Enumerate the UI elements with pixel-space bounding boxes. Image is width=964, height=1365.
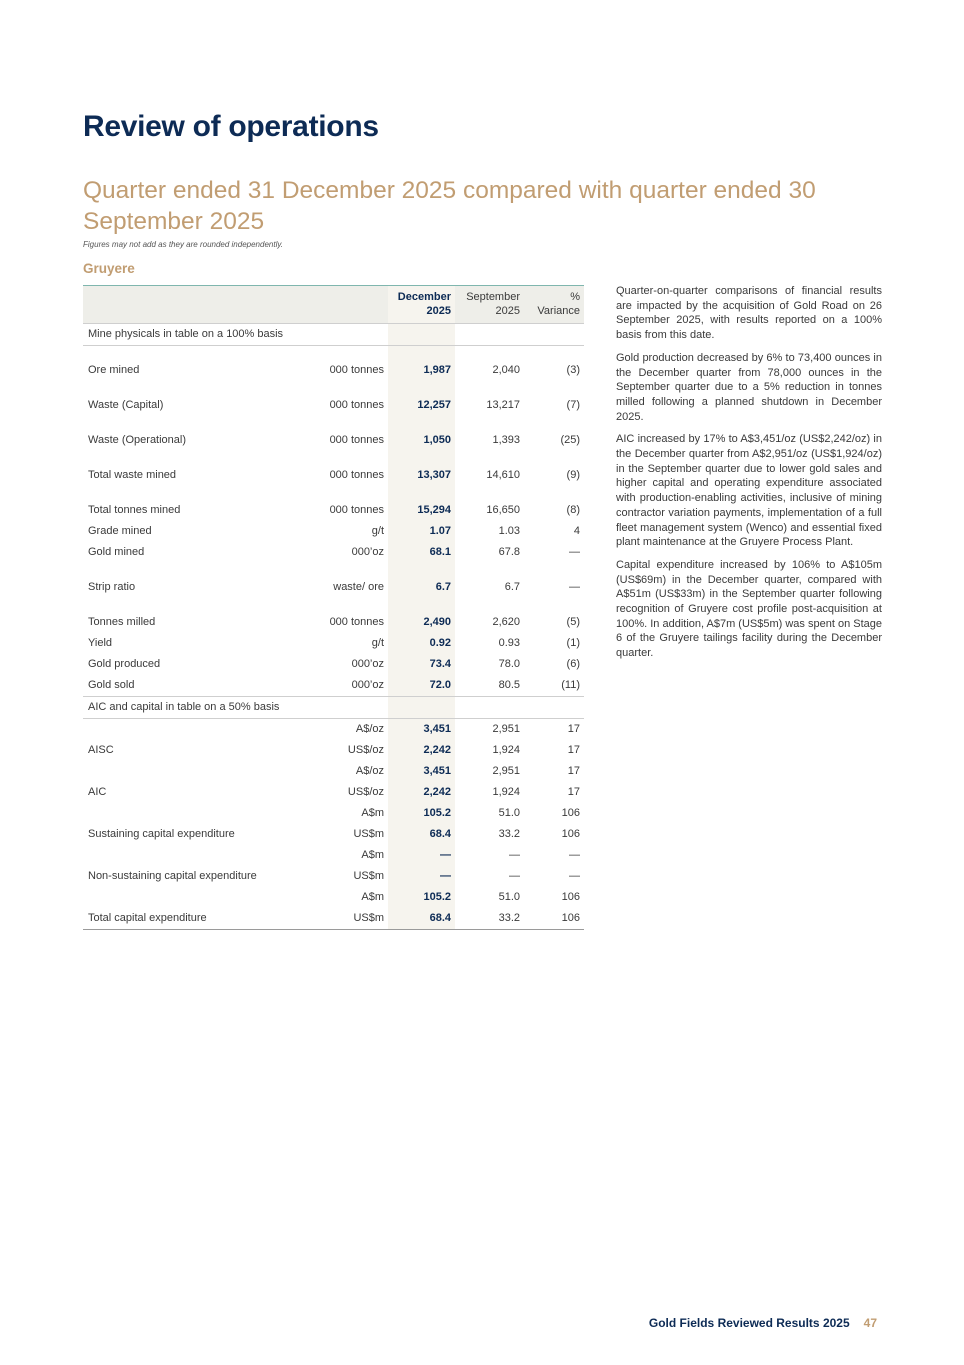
- page-subtitle: Quarter ended 31 December 2025 compared with quarter ended 30 September 2025: [83, 177, 816, 235]
- row-variance: (3): [566, 364, 580, 376]
- table-row: [83, 782, 584, 803]
- commentary-paragraph: Quarter-on-quarter comparisons of financial results are impacted by the acquisition of Gold Road on 26 September 2025, with results reported on a 100% basis from this date.: [616, 285, 882, 342]
- row-december-value: —: [388, 845, 455, 866]
- row-variance: (25): [560, 434, 580, 446]
- commentary: [616, 284, 882, 669]
- table-row: [83, 521, 584, 542]
- row-december-value: 1.07: [388, 521, 455, 542]
- table-row: [83, 824, 584, 845]
- row-label: Waste (Operational): [88, 434, 187, 446]
- header-variance: % Variance: [537, 291, 580, 317]
- row-unit: A$m: [361, 807, 384, 819]
- row-september-value: 78.0: [498, 658, 520, 670]
- row-variance: 106: [524, 908, 584, 930]
- header-september-2025: September 2025: [466, 291, 520, 317]
- row-variance: (6): [566, 658, 580, 670]
- row-label: Yield: [88, 637, 113, 649]
- row-variance: (9): [566, 469, 580, 481]
- row-september-value: 33.2: [498, 828, 520, 840]
- row-label: Grade mined: [88, 525, 152, 537]
- table-row: [83, 761, 584, 782]
- page-footer: [649, 1316, 877, 1330]
- row-label: Total capital expenditure: [83, 908, 322, 930]
- row-unit: US$m: [353, 828, 384, 840]
- row-variance: —: [569, 849, 580, 861]
- row-december-value: 73.4: [388, 654, 455, 675]
- row-december-value: 3,451: [388, 719, 455, 741]
- row-unit: A$m: [361, 849, 384, 861]
- row-variance: —: [569, 581, 580, 593]
- row-label-spacer: [83, 845, 322, 866]
- row-label: Non-sustaining capital expenditure: [88, 870, 257, 882]
- row-variance: 106: [561, 807, 580, 819]
- row-december-value: 1,050: [388, 416, 455, 451]
- row-december-value: 0.92: [388, 633, 455, 654]
- table-row: [83, 381, 584, 416]
- row-unit: US$m: [322, 908, 388, 930]
- row-variance: (1): [566, 637, 580, 649]
- row-variance: 17: [524, 719, 584, 741]
- table-row: [83, 719, 584, 741]
- row-september-value: 1,924: [492, 786, 520, 798]
- row-unit: 000’oz: [351, 546, 384, 558]
- row-variance: 4: [573, 525, 580, 537]
- row-label: Total tonnes mined: [88, 504, 181, 516]
- commentary-paragraph: Capital expenditure increased by 106% to A$105m (US$69m) in the December quarter, compared with A$51m (US$33m) in the September quarter following recognition of Gruyere cost profile post-acquisition at 100%. In addition, A$7m (US$5m) was spent on Stage 6 of the Gruyere tailings facility during the December quarter.: [616, 558, 882, 660]
- row-september-value: 2,951: [455, 719, 524, 741]
- section-heading: Gruyere: [83, 261, 135, 276]
- row-label: Ore mined: [88, 364, 140, 376]
- table-row: [83, 740, 584, 761]
- section-spacer: [524, 697, 584, 719]
- row-december-value: 105.2: [388, 803, 455, 824]
- row-label: Gold mined: [88, 546, 145, 558]
- table-row: [83, 803, 584, 824]
- row-label: Waste (Capital): [88, 399, 164, 411]
- row-december-value: 6.7: [388, 563, 455, 598]
- row-label-spacer: [83, 761, 322, 782]
- row-unit: 000 tonnes: [329, 469, 384, 481]
- row-december-value: 13,307: [388, 451, 455, 486]
- row-december-value: 68.4: [388, 908, 455, 930]
- table-row: [83, 633, 584, 654]
- row-september-value: 14,610: [486, 469, 520, 481]
- row-september-value: —: [509, 849, 520, 861]
- section-label: AIC and capital in table on a 50% basis: [83, 697, 388, 719]
- row-unit: waste/ ore: [333, 581, 384, 593]
- row-september-value: 1,924: [492, 744, 520, 756]
- row-december-value: 15,294: [388, 486, 455, 521]
- row-variance: 106: [561, 891, 580, 903]
- commentary-paragraph: AIC increased by 17% to A$3,451/oz (US$2,242/oz) in the December quarter from A$2,951/oz (US$1,924/oz) in the September quarter due to lower gold sales and higher capital and operating expenditure associated with production-enabling activities, inclusive of mining contractor variation payments, implementation of a full fleet management system (Wenco) and essential fixed plant maintenance at the Gruyere Process Plant.: [616, 433, 882, 549]
- row-december-value: 68.1: [388, 542, 455, 563]
- row-unit: A$/oz: [355, 765, 384, 777]
- row-label: Strip ratio: [88, 581, 136, 593]
- row-september-value: 51.0: [498, 891, 520, 903]
- row-december-value: 2,490: [388, 598, 455, 633]
- row-unit: 000 tonnes: [329, 399, 384, 411]
- row-label: Gold sold: [88, 679, 135, 691]
- row-unit: US$/oz: [347, 744, 384, 756]
- row-label: AIC: [88, 786, 107, 798]
- commentary-paragraph: Gold production decreased by 6% to 73,400 ounces in the December quarter from 78,000 ounces in the September quarter due to a 5% reduction in tonnes milled following a planned shutdown in December 2025.: [616, 351, 882, 423]
- table-row: [83, 845, 584, 866]
- row-september-value: 2,620: [492, 616, 520, 628]
- row-unit: 000 tonnes: [329, 504, 384, 516]
- row-variance: (8): [566, 504, 580, 516]
- row-label: AISC: [88, 744, 114, 756]
- table-row: [83, 542, 584, 563]
- row-september-value: 2,040: [492, 364, 520, 376]
- row-december-value: 105.2: [388, 887, 455, 908]
- row-unit: g/t: [371, 525, 384, 537]
- operations-table: [83, 285, 584, 930]
- page-title: Review of operations: [83, 110, 379, 143]
- row-unit: 000 tonnes: [329, 364, 384, 376]
- table-row: [83, 598, 584, 633]
- row-label: Total waste mined: [88, 469, 177, 481]
- row-september-value: 6.7: [504, 581, 520, 593]
- row-september-value: 16,650: [486, 504, 520, 516]
- row-september-value: 1.03: [498, 525, 520, 537]
- row-december-value: 3,451: [388, 761, 455, 782]
- row-unit: 000’oz: [351, 679, 384, 691]
- section-spacer: [524, 324, 584, 346]
- row-label-spacer: [83, 803, 322, 824]
- row-variance: 17: [567, 744, 580, 756]
- rounding-note: Figures may not add as they are rounded independently.: [83, 240, 283, 249]
- row-september-value: 13,217: [486, 399, 520, 411]
- row-variance: (11): [561, 679, 580, 691]
- header-december-2025: December 2025: [388, 286, 455, 324]
- section-row-costs: [83, 697, 584, 719]
- row-september-value: —: [509, 870, 520, 882]
- row-variance: (7): [566, 399, 580, 411]
- footer-report-name: Gold Fields Reviewed Results 2025: [648, 1316, 850, 1330]
- row-september-value: 80.5: [498, 679, 520, 691]
- row-variance: —: [569, 870, 580, 882]
- section-spacer: [388, 324, 455, 346]
- row-unit: A$m: [361, 891, 384, 903]
- table-header-row: [83, 286, 584, 324]
- row-september-value: 33.2: [455, 908, 524, 930]
- header-label: [83, 286, 322, 324]
- row-december-value: 12,257: [388, 381, 455, 416]
- row-variance: —: [569, 546, 580, 558]
- row-december-value: 2,242: [388, 782, 455, 803]
- row-unit: 000 tonnes: [329, 434, 384, 446]
- table-row: [83, 908, 584, 930]
- table-row: [83, 486, 584, 521]
- row-december-value: 2,242: [388, 740, 455, 761]
- row-unit: US$m: [353, 870, 384, 882]
- table-row: [83, 675, 584, 697]
- row-unit: g/t: [371, 637, 384, 649]
- section-spacer: [388, 697, 455, 719]
- row-label-spacer: [83, 887, 322, 908]
- table-row: [83, 887, 584, 908]
- section-spacer: [455, 324, 524, 346]
- row-variance: 106: [561, 828, 580, 840]
- row-september-value: 2,951: [492, 765, 520, 777]
- section-label: Mine physicals in table on a 100% basis: [83, 324, 388, 346]
- section-row-physicals: [83, 324, 584, 346]
- table-row: [83, 416, 584, 451]
- table-row: [83, 451, 584, 486]
- table-row: [83, 866, 584, 887]
- row-december-value: 68.4: [388, 824, 455, 845]
- table-body: [83, 324, 584, 930]
- table-row: [83, 654, 584, 675]
- row-september-value: 51.0: [498, 807, 520, 819]
- row-label-spacer: [83, 719, 322, 741]
- row-unit: US$/oz: [347, 786, 384, 798]
- table-row: [83, 563, 584, 598]
- row-unit: 000 tonnes: [329, 616, 384, 628]
- row-label: Gold produced: [88, 658, 161, 670]
- row-december-value: —: [388, 866, 455, 887]
- row-label: Sustaining capital expenditure: [88, 828, 235, 840]
- row-december-value: 1,987: [388, 346, 455, 382]
- section-spacer: [455, 697, 524, 719]
- row-variance: 17: [567, 765, 580, 777]
- row-september-value: 1,393: [492, 434, 520, 446]
- row-variance: 17: [567, 786, 580, 798]
- row-september-value: 67.8: [498, 546, 520, 558]
- row-variance: (5): [566, 616, 580, 628]
- row-december-value: 72.0: [388, 675, 455, 697]
- row-unit: A$/oz: [322, 719, 388, 741]
- row-unit: 000’oz: [351, 658, 384, 670]
- header-unit: [322, 286, 388, 324]
- page-number: 47: [863, 1316, 877, 1330]
- operations-table-container: [83, 285, 584, 930]
- row-label: Tonnes milled: [88, 616, 156, 628]
- table-row: [83, 346, 584, 382]
- row-september-value: 0.93: [498, 637, 520, 649]
